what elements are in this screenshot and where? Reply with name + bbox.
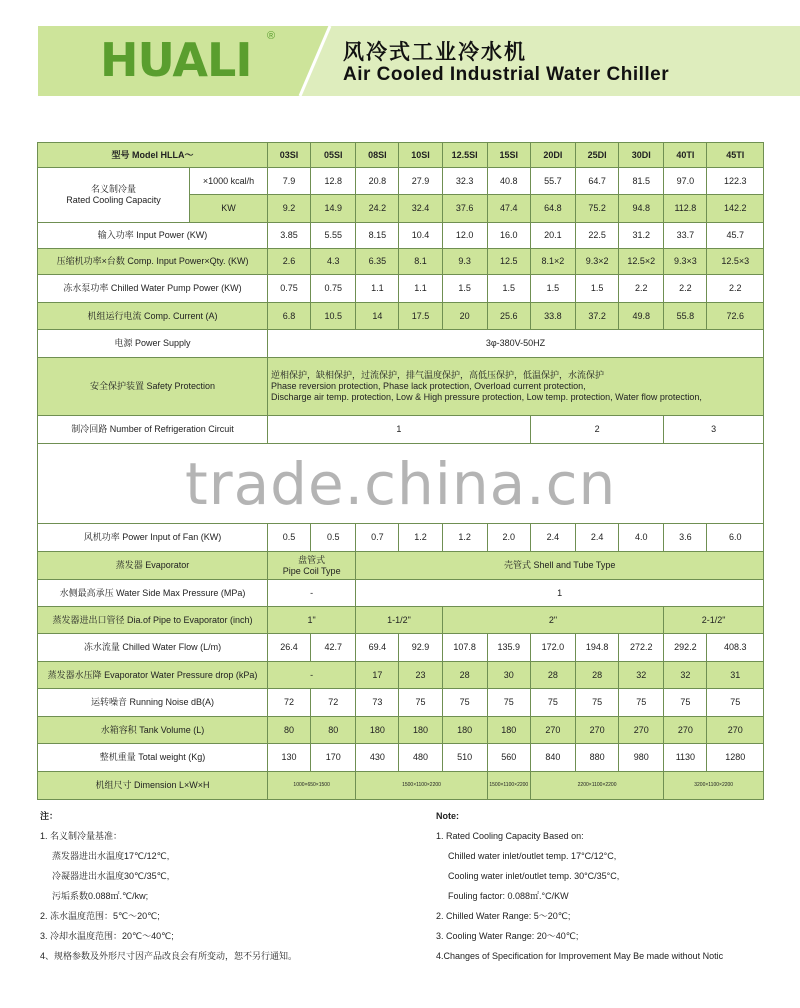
model-cell: 15SI — [487, 143, 530, 168]
cooling-kcal-row — [38, 168, 764, 195]
value-cell: 3 — [664, 416, 764, 444]
cooling-unit-kcal: ×1000 kcal/h — [189, 168, 267, 195]
value-cell: 2" — [442, 607, 664, 634]
value-cell: 75.2 — [576, 195, 619, 223]
max-pressure-row — [38, 580, 764, 607]
value-cell: 135.9 — [487, 634, 530, 662]
notes-en-line: 1. Rated Cooling Capacity Based on: — [436, 831, 584, 841]
value-cell: 23 — [399, 662, 442, 689]
value-cell: 64.7 — [576, 168, 619, 195]
value-cell: 1 — [268, 416, 531, 444]
row-label: 水侧最高承压 Water Side Max Pressure (MPa) — [38, 580, 268, 607]
value-cell: 0.75 — [268, 275, 311, 303]
value-cell: 72 — [268, 689, 311, 717]
value-cell: 9.3×3 — [664, 249, 707, 275]
value-cell: 27.9 — [399, 168, 442, 195]
value-cell: 12.5×3 — [707, 249, 764, 275]
registered-mark: ® — [267, 30, 276, 42]
cooling-unit-kw: KW — [189, 195, 267, 223]
value-cell: 510 — [442, 744, 487, 772]
value-cell: 69.4 — [356, 634, 399, 662]
value-cell: 75 — [399, 689, 442, 717]
pipe-dia-row — [38, 607, 764, 634]
value-cell: 2.2 — [664, 275, 707, 303]
value-cell: 408.3 — [707, 634, 764, 662]
noise-row — [38, 689, 764, 717]
value-cell: 12.0 — [442, 223, 487, 249]
value-cell: 0.5 — [268, 524, 311, 552]
model-cell: 10SI — [399, 143, 442, 168]
value-cell: 9.3 — [442, 249, 487, 275]
model-label: 型号 Model HLLA～ — [38, 143, 268, 168]
value-cell: 1.2 — [399, 524, 442, 552]
value-cell: 9.2 — [268, 195, 311, 223]
input-power-row — [38, 223, 764, 249]
value-cell: 1.5 — [530, 275, 575, 303]
value-cell: 112.8 — [664, 195, 707, 223]
value-cell: 42.7 — [311, 634, 356, 662]
notes-cn-line: 蒸发器进出水温度17℃/12℃, — [52, 851, 170, 861]
value-cell: 81.5 — [619, 168, 664, 195]
value-cell: 壳管式 Shell and Tube Type — [356, 552, 764, 580]
notes-cn-title: 注： — [40, 811, 59, 821]
value-cell: 840 — [530, 744, 575, 772]
value-cell: 1-1/2" — [356, 607, 442, 634]
dimension-row — [38, 772, 764, 800]
value-cell: 1280 — [707, 744, 764, 772]
value-cell: 75 — [664, 689, 707, 717]
value-cell: 32.3 — [442, 168, 487, 195]
value-cell: 33.7 — [664, 223, 707, 249]
value-cell: 94.8 — [619, 195, 664, 223]
value-cell: 1.1 — [399, 275, 442, 303]
model-cell: 08SI — [356, 143, 399, 168]
value-cell: 9.3×2 — [576, 249, 619, 275]
row-label: 运转噪音 Running Noise dB(A) — [38, 689, 268, 717]
value-cell: 194.8 — [576, 634, 619, 662]
value-cell: 0.7 — [356, 524, 399, 552]
value-cell: 2.4 — [576, 524, 619, 552]
value-cell: 8.1×2 — [530, 249, 575, 275]
notes-cn-line: 冷凝器进出水温度30℃/35℃, — [52, 871, 170, 881]
pressure-drop-row — [38, 662, 764, 689]
pump-power-row — [38, 275, 764, 303]
value-cell: 1000×650×1500 — [268, 772, 356, 800]
model-cell: 25DI — [576, 143, 619, 168]
row-label: 风机功率 Power Input of Fan (KW) — [38, 524, 268, 552]
value-cell: 80 — [311, 717, 356, 744]
value-cell: 32 — [619, 662, 664, 689]
value-cell: 72.6 — [707, 303, 764, 330]
flow-row — [38, 634, 764, 662]
value-cell: 480 — [399, 744, 442, 772]
value-cell: 142.2 — [707, 195, 764, 223]
row-label: 安全保护装置 Safety Protection — [38, 358, 268, 416]
value-cell: 2.6 — [268, 249, 311, 275]
value-cell: 28 — [442, 662, 487, 689]
brand-logo: HUALI — [100, 33, 252, 87]
value-cell: - — [268, 662, 356, 689]
value-cell: 72 — [311, 689, 356, 717]
value-cell: 31.2 — [619, 223, 664, 249]
value-cell: 3φ-380V-50HZ — [268, 330, 764, 358]
value-cell: 33.8 — [530, 303, 575, 330]
value-cell: 2-1/2" — [664, 607, 764, 634]
value-cell: 2.4 — [530, 524, 575, 552]
value-cell: 5.55 — [311, 223, 356, 249]
current-row — [38, 303, 764, 330]
row-label: 冻水流量 Chilled Water Flow (L/m) — [38, 634, 268, 662]
model-cell: 45TI — [707, 143, 764, 168]
safety-row — [38, 358, 764, 416]
model-cell: 03SI — [268, 143, 311, 168]
value-cell: 97.0 — [664, 168, 707, 195]
page-title-cn: 风冷式工业冷水机 — [343, 41, 527, 64]
page-title-en: Air Cooled Industrial Water Chiller — [343, 64, 670, 85]
value-cell: 12.8 — [311, 168, 356, 195]
row-label: 蒸发器水压降 Evaporator Water Pressure drop (kPa) — [38, 662, 268, 689]
value-cell: 20.1 — [530, 223, 575, 249]
value-cell: 17.5 — [399, 303, 442, 330]
value-cell: 14.9 — [311, 195, 356, 223]
notes-cn-line: 污垢系数0.088㎡.℃/kw; — [52, 891, 149, 901]
safety-en-2: Discharge air temp. protection, Low & High pressure protection, Low temp. protection, Water flow protection, — [271, 392, 702, 402]
value-cell: 10.5 — [311, 303, 356, 330]
value-cell: 560 — [487, 744, 530, 772]
value-cell: 0.75 — [311, 275, 356, 303]
value-cell: 1.1 — [356, 275, 399, 303]
value-cell: 1500×1100×2200 — [487, 772, 530, 800]
value-cell: 1500×1100×2200 — [356, 772, 487, 800]
model-cell: 20DI — [530, 143, 575, 168]
value-cell: 4.3 — [311, 249, 356, 275]
value-cell: 6.0 — [707, 524, 764, 552]
value-cell: 盘管式 Pipe Coil Type — [268, 552, 356, 580]
value-cell: 75 — [576, 689, 619, 717]
value-cell: 24.2 — [356, 195, 399, 223]
value-cell: - — [268, 580, 356, 607]
value-cell: 0.5 — [311, 524, 356, 552]
safety-text — [268, 358, 764, 416]
value-cell: 12.5×2 — [619, 249, 664, 275]
value-cell: 3200×1100×2200 — [664, 772, 764, 800]
value-cell: 64.8 — [530, 195, 575, 223]
value-cell: 180 — [442, 717, 487, 744]
notes-cn-line: 4、规格参数及外形尺寸因产品改良会有所变动，恕不另行通知。 — [40, 951, 298, 961]
notes-en-line: Chilled water inlet/outlet temp. 17°C/12°C, — [448, 851, 617, 861]
value-cell: 172.0 — [530, 634, 575, 662]
value-cell: 272.2 — [619, 634, 664, 662]
value-cell: 10.4 — [399, 223, 442, 249]
row-label: 冻水泵功率 Chilled Water Pump Power (KW) — [38, 275, 268, 303]
value-cell: 270 — [707, 717, 764, 744]
tank-row — [38, 717, 764, 744]
value-cell: 270 — [576, 717, 619, 744]
value-cell: 1.5 — [576, 275, 619, 303]
value-cell: 2.2 — [707, 275, 764, 303]
safety-cn: 逆相保护，缺相保护，过流保护，排气温度保护，高低压保护，低温保护，水流保护 — [271, 370, 605, 380]
value-cell: 17 — [356, 662, 399, 689]
value-cell: 6.35 — [356, 249, 399, 275]
notes-cn-line: 3. 冷却水温度范围：20℃～40℃; — [40, 931, 174, 941]
value-cell: 180 — [399, 717, 442, 744]
model-cell: 30DI — [619, 143, 664, 168]
value-cell: 14 — [356, 303, 399, 330]
value-cell: 22.5 — [576, 223, 619, 249]
value-cell: 292.2 — [664, 634, 707, 662]
circuit-row — [38, 416, 764, 444]
notes-en-line: 2. Chilled Water Range: 5～20℃; — [436, 911, 571, 921]
value-cell: 170 — [311, 744, 356, 772]
value-cell: 16.0 — [487, 223, 530, 249]
value-cell: 3.85 — [268, 223, 311, 249]
row-label: 压缩机功率×台数 Comp. Input Power×Qty. (KW) — [38, 249, 268, 275]
value-cell: 32 — [664, 662, 707, 689]
value-cell: 107.8 — [442, 634, 487, 662]
value-cell: 26.4 — [268, 634, 311, 662]
value-cell: 75 — [487, 689, 530, 717]
row-label: 蒸发器 Evaporator — [38, 552, 268, 580]
value-cell: 2 — [530, 416, 663, 444]
value-cell: 20.8 — [356, 168, 399, 195]
value-cell: 130 — [268, 744, 311, 772]
value-cell: 980 — [619, 744, 664, 772]
weight-row — [38, 744, 764, 772]
row-label: 机组尺寸 Dimension L×W×H — [38, 772, 268, 800]
value-cell: 3.6 — [664, 524, 707, 552]
value-cell: 32.4 — [399, 195, 442, 223]
value-cell: 2.0 — [487, 524, 530, 552]
notes-en-line: 4.Changes of Specification for Improvement May Be made without Notic — [436, 951, 724, 961]
value-cell: 430 — [356, 744, 399, 772]
value-cell: 270 — [619, 717, 664, 744]
value-cell: 4.0 — [619, 524, 664, 552]
model-row — [38, 143, 764, 168]
notes-en-line: Cooling water inlet/outlet temp. 30°C/35°C, — [448, 871, 620, 881]
notes-en — [436, 806, 723, 966]
safety-en-1: Phase reversion protection, Phase lack protection, Overload current protection, — [271, 381, 586, 391]
value-cell: 880 — [576, 744, 619, 772]
value-cell: 8.15 — [356, 223, 399, 249]
value-cell: 6.8 — [268, 303, 311, 330]
value-cell: 1.5 — [487, 275, 530, 303]
value-cell: 270 — [530, 717, 575, 744]
value-cell: 37.2 — [576, 303, 619, 330]
row-label: 输入功率 Input Power (KW) — [38, 223, 268, 249]
value-cell: 25.6 — [487, 303, 530, 330]
value-cell: 28 — [576, 662, 619, 689]
notes-cn — [40, 806, 297, 966]
value-cell: 31 — [707, 662, 764, 689]
value-cell: 37.6 — [442, 195, 487, 223]
value-cell: 45.7 — [707, 223, 764, 249]
value-cell: 2200×1100×2200 — [530, 772, 663, 800]
comp-power-row — [38, 249, 764, 275]
row-label: 整机重量 Total weight (Kg) — [38, 744, 268, 772]
value-cell: 1.2 — [442, 524, 487, 552]
value-cell: 1" — [268, 607, 356, 634]
value-cell: 55.8 — [664, 303, 707, 330]
notes-en-title: Note: — [436, 811, 459, 821]
row-label: 制冷回路 Number of Refrigeration Circuit — [38, 416, 268, 444]
value-cell: 80 — [268, 717, 311, 744]
value-cell: 55.7 — [530, 168, 575, 195]
model-cell: 12.5SI — [442, 143, 487, 168]
notes-en-line: 3. Cooling Water Range: 20～40℃; — [436, 931, 579, 941]
notes-en-line: Fouling factor: 0.088㎡.°C/KW — [448, 891, 569, 901]
value-cell: 1130 — [664, 744, 707, 772]
fan-power-row — [38, 524, 764, 552]
watermark: trade.china.cn — [185, 450, 617, 518]
power-supply-row — [38, 330, 764, 358]
value-cell: 75 — [530, 689, 575, 717]
value-cell: 75 — [619, 689, 664, 717]
row-label: 蒸发器进出口管径 Dia.of Pipe to Evaporator (inch) — [38, 607, 268, 634]
model-cell: 40TI — [664, 143, 707, 168]
value-cell: 20 — [442, 303, 487, 330]
cooling-label: 名义制冷量 Rated Cooling Capacity — [38, 168, 190, 223]
value-cell: 73 — [356, 689, 399, 717]
value-cell: 8.1 — [399, 249, 442, 275]
value-cell: 75 — [442, 689, 487, 717]
value-cell: 30 — [487, 662, 530, 689]
value-cell: 12.5 — [487, 249, 530, 275]
row-label: 机组运行电流 Comp. Current (A) — [38, 303, 268, 330]
header — [0, 0, 800, 108]
value-cell: 47.4 — [487, 195, 530, 223]
value-cell: 92.9 — [399, 634, 442, 662]
evaporator-row — [38, 552, 764, 580]
value-cell: 75 — [707, 689, 764, 717]
notes-cn-line: 1. 名义制冷量基准： — [40, 831, 123, 841]
value-cell: 1 — [356, 580, 764, 607]
value-cell: 180 — [356, 717, 399, 744]
row-label: 水箱容积 Tank Volume (L) — [38, 717, 268, 744]
value-cell: 49.8 — [619, 303, 664, 330]
notes-cn-line: 2. 冻水温度范围：5℃～20℃; — [40, 911, 160, 921]
value-cell: 28 — [530, 662, 575, 689]
value-cell: 2.2 — [619, 275, 664, 303]
value-cell: 40.8 — [487, 168, 530, 195]
value-cell: 180 — [487, 717, 530, 744]
value-cell: 7.9 — [268, 168, 311, 195]
value-cell: 1.5 — [442, 275, 487, 303]
value-cell: 270 — [664, 717, 707, 744]
row-label: 电源 Power Supply — [38, 330, 268, 358]
model-cell: 05SI — [311, 143, 356, 168]
value-cell: 122.3 — [707, 168, 764, 195]
